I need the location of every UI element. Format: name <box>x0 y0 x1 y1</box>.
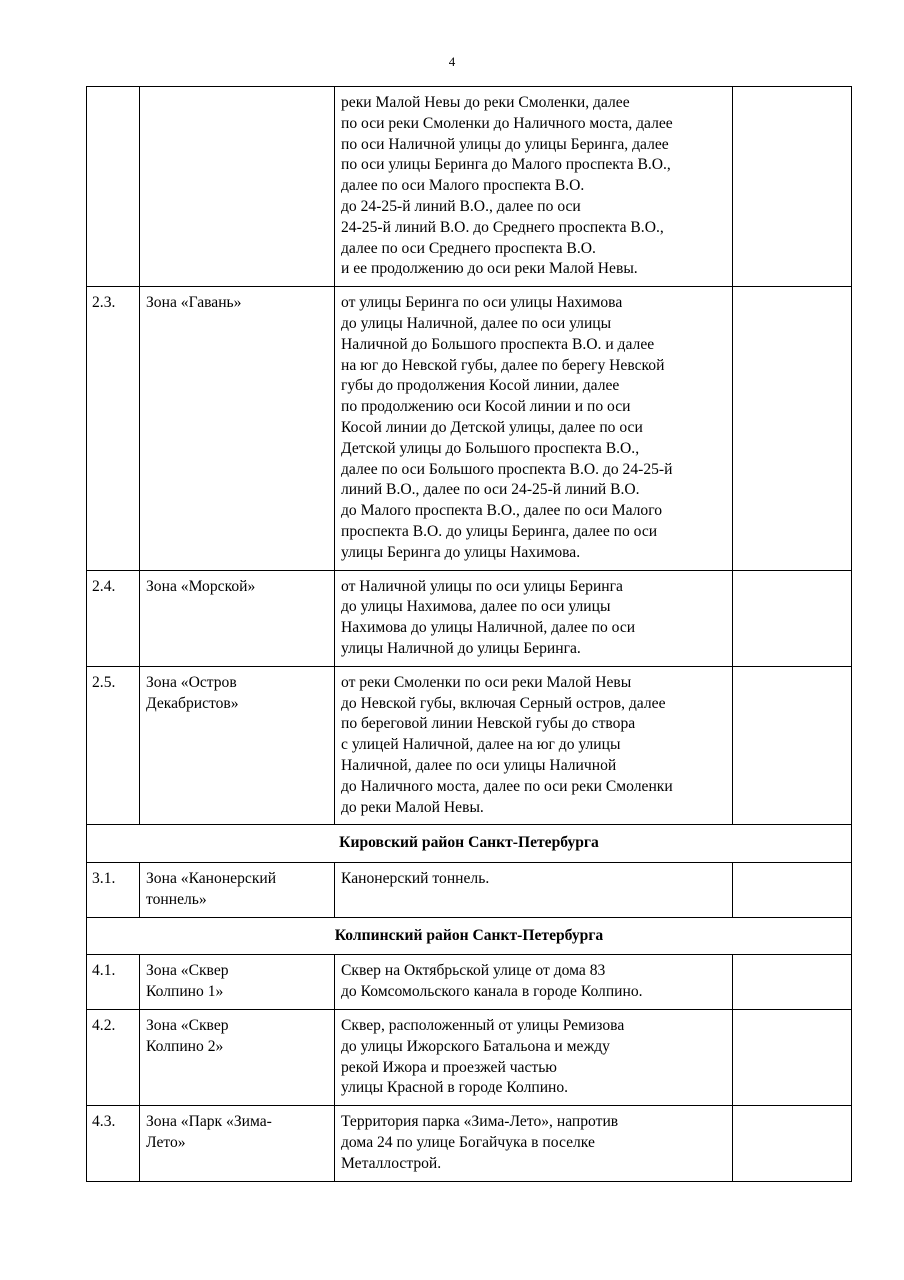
zone-name: Зона «Сквер Колпино 1» <box>140 955 335 1010</box>
zones-table <box>86 86 852 1182</box>
zone-boundaries: Сквер, расположенный от улицы Ремизова до улицы Ижорского Батальона и между рекой Ижора и проезжей частью улицы Красной в городе Колпино. <box>335 1010 733 1106</box>
zone-boundaries: реки Малой Невы до реки Смоленки, далее по оси реки Смоленки до Наличного моста, далее по оси Наличной улицы до улицы Беринга, далее по оси улицы Беринга до Малого проспекта В.О., далее по оси Малого проспекта В.О. до 24-25-й линий В.О., далее по оси 24-25-й линий В.О. до Среднего проспекта В.О., далее по оси Среднего проспекта В.О. и ее продолжению до оси реки Малой Невы. <box>335 87 733 287</box>
zone-name: Зона «Парк «Зима- Лето» <box>140 1106 335 1181</box>
zone-name: Зона «Канонерский тоннель» <box>140 863 335 918</box>
table-row <box>87 863 852 918</box>
zone-boundaries: от Наличной улицы по оси улицы Беринга до улицы Нахимова, далее по оси улицы Нахимова до улицы Наличной, далее по оси улицы Наличной до улицы Беринга. <box>335 570 733 666</box>
table-row <box>87 1010 852 1106</box>
zone-notes <box>733 87 852 287</box>
zone-boundaries: Канонерский тоннель. <box>335 863 733 918</box>
page-number: 4 <box>448 54 456 69</box>
zone-notes <box>733 666 852 825</box>
zone-notes <box>733 287 852 570</box>
zone-name: Зона «Остров Декабристов» <box>140 666 335 825</box>
district-header-row <box>87 917 852 955</box>
zone-number: 4.3. <box>87 1106 140 1181</box>
district-title: Колпинский район Санкт-Петербурга <box>87 917 852 955</box>
table-row <box>87 666 852 825</box>
zone-notes <box>733 863 852 918</box>
zone-name: Зона «Гавань» <box>140 287 335 570</box>
zone-name: Зона «Морской» <box>140 570 335 666</box>
zone-number: 2.3. <box>87 287 140 570</box>
table-row <box>87 570 852 666</box>
district-title: Кировский район Санкт-Петербурга <box>87 825 852 863</box>
zone-notes <box>733 570 852 666</box>
zone-name <box>140 87 335 287</box>
zone-notes <box>733 955 852 1010</box>
zone-number: 4.1. <box>87 955 140 1010</box>
zone-number: 4.2. <box>87 1010 140 1106</box>
zone-name: Зона «Сквер Колпино 2» <box>140 1010 335 1106</box>
table-row <box>87 87 852 287</box>
table-row <box>87 955 852 1010</box>
zone-number <box>87 87 140 287</box>
zone-notes <box>733 1010 852 1106</box>
zone-number: 2.4. <box>87 570 140 666</box>
table-row <box>87 287 852 570</box>
zone-number: 2.5. <box>87 666 140 825</box>
zone-notes <box>733 1106 852 1181</box>
zone-boundaries: Сквер на Октябрьской улице от дома 83 до Комсомольского канала в городе Колпино. <box>335 955 733 1010</box>
zone-boundaries: от улицы Беринга по оси улицы Нахимова до улицы Наличной, далее по оси улицы Наличной до Большого проспекта В.О. и далее на юг до Невской губы, далее по берегу Невской губы до продолжения Косой линии, далее по продолжению оси Косой линии и по оси Косой линии до Детской улицы, далее по оси Детской улицы до Большого проспекта В.О., далее по оси Большого проспекта В.О. до 24-25-й линий В.О., далее по оси 24-25-й линий В.О. до Малого проспекта В.О., далее по оси Малого проспекта В.О. до улицы Беринга, далее по оси улицы Беринга до улицы Нахимова. <box>335 287 733 570</box>
zone-boundaries: от реки Смоленки по оси реки Малой Невы до Невской губы, включая Серный остров, далее по береговой линии Невской губы до створа с улицей Наличной, далее на юг до улицы Наличной, далее по оси улицы Наличной до Наличного моста, далее по оси реки Смоленки до реки Малой Невы. <box>335 666 733 825</box>
table-row <box>87 1106 852 1181</box>
zone-boundaries: Территория парка «Зима-Лето», напротив дома 24 по улице Богайчука в поселке Металлострой. <box>335 1106 733 1181</box>
district-header-row <box>87 825 852 863</box>
zone-number: 3.1. <box>87 863 140 918</box>
zones-table-body <box>87 87 852 1182</box>
